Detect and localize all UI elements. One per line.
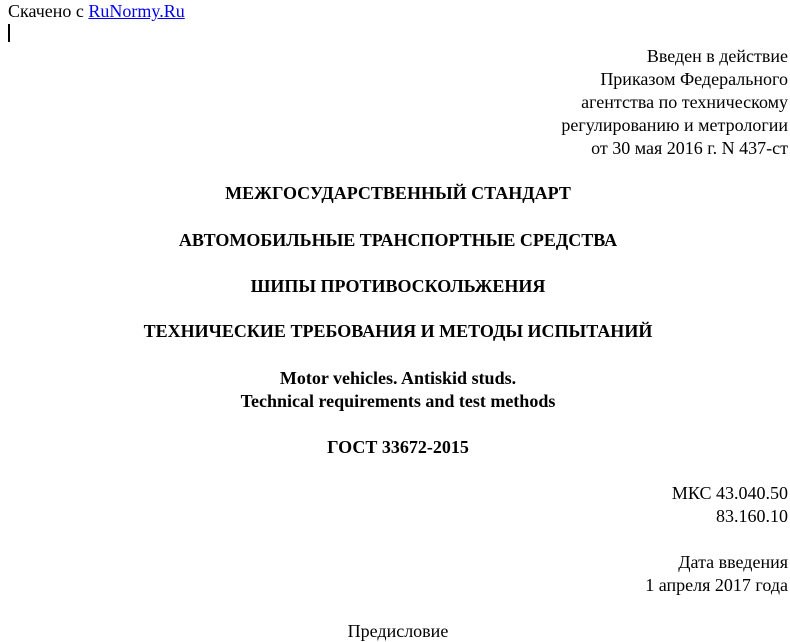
document-title-line-3: ТЕХНИЧЕСКИЕ ТРЕБОВАНИЯ И МЕТОДЫ ИСПЫТАНИЙ: [143, 321, 653, 341]
foreword-heading: Предисловие: [347, 621, 449, 641]
intro-line: Введен в действие: [646, 46, 788, 66]
text-cursor: [8, 24, 10, 42]
intro-line: регулированию и метрологии: [561, 115, 788, 135]
effective-date-label: Дата введения: [678, 552, 788, 572]
english-title-line-2: Technical requirements and test methods: [240, 391, 556, 411]
download-source-line: [8, 0, 185, 22]
document-title-line-2: ШИПЫ ПРОТИВОСКОЛЬЖЕНИЯ: [250, 276, 546, 296]
runormy-link[interactable]: RuNormy.Ru: [88, 1, 185, 21]
effective-date-value: 1 апреля 2017 года: [645, 575, 788, 595]
document-title-line-1: АВТОМОБИЛЬНЫЕ ТРАНСПОРТНЫЕ СРЕДСТВА: [178, 230, 618, 250]
english-title-line-1: Motor vehicles. Antiskid studs.: [279, 368, 517, 388]
classification-code: МКС 43.040.50: [671, 483, 788, 503]
standard-type-heading: МЕЖГОСУДАРСТВЕННЫЙ СТАНДАРТ: [225, 183, 571, 203]
intro-line: Приказом Федерального: [600, 69, 788, 89]
intro-line: агентства по техническому: [581, 92, 788, 112]
classification-codes: [672, 482, 788, 528]
gost-number: ГОСТ 33672-2015: [327, 437, 469, 457]
download-prefix: Скачено с: [8, 1, 84, 21]
classification-code: 83.160.10: [716, 506, 788, 526]
effective-date-block: [645, 551, 788, 597]
introduction-order-block: [561, 45, 788, 160]
intro-line: от 30 мая 2016 г. N 437-ст: [591, 138, 788, 158]
